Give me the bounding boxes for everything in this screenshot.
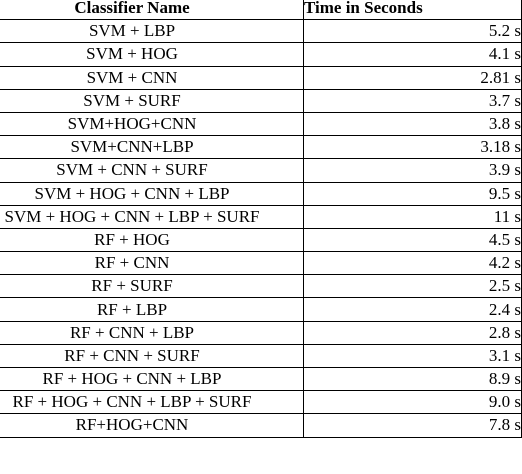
time-cell: 8.9 s — [304, 368, 522, 391]
classifier-name-cell: RF + CNN + LBP — [0, 321, 304, 344]
table-row — [0, 275, 522, 298]
table-row — [0, 136, 522, 159]
table-row — [0, 414, 522, 437]
time-cell: 2.81 s — [304, 66, 522, 89]
table-row — [0, 205, 522, 228]
classifier-name-cell: RF + SURF — [0, 275, 304, 298]
table-row — [0, 228, 522, 251]
table-row — [0, 43, 522, 66]
classifier-name-cell: RF+HOG+CNN — [0, 414, 304, 437]
classifier-name-cell: RF + CNN — [0, 252, 304, 275]
time-cell: 11 s — [304, 205, 522, 228]
time-cell: 3.1 s — [304, 344, 522, 367]
time-cell: 3.8 s — [304, 112, 522, 135]
table-row — [0, 182, 522, 205]
table-body — [0, 20, 522, 437]
time-cell: 3.7 s — [304, 89, 522, 112]
classifier-name-cell: SVM + HOG — [0, 43, 304, 66]
classifier-name-cell: RF + HOG — [0, 228, 304, 251]
time-cell: 2.4 s — [304, 298, 522, 321]
table-row — [0, 112, 522, 135]
table-row — [0, 159, 522, 182]
time-cell: 9.0 s — [304, 391, 522, 414]
table-row — [0, 66, 522, 89]
classifier-name-cell: SVM + LBP — [0, 20, 304, 43]
time-cell: 4.2 s — [304, 252, 522, 275]
time-cell: 4.1 s — [304, 43, 522, 66]
classifier-name-cell: RF + CNN + SURF — [0, 344, 304, 367]
classifier-name-cell: SVM + CNN + SURF — [0, 159, 304, 182]
time-cell: 3.9 s — [304, 159, 522, 182]
time-cell: 4.5 s — [304, 228, 522, 251]
table-row — [0, 252, 522, 275]
time-cell: 2.8 s — [304, 321, 522, 344]
time-cell: 3.18 s — [304, 136, 522, 159]
header-classifier-name: Classifier Name — [0, 0, 304, 20]
table-row — [0, 298, 522, 321]
table-row — [0, 391, 522, 414]
classifier-name-cell: SVM+CNN+LBP — [0, 136, 304, 159]
table-row — [0, 368, 522, 391]
header-row — [0, 0, 522, 20]
table-row — [0, 344, 522, 367]
time-cell: 5.2 s — [304, 20, 522, 43]
classifier-name-cell: SVM + SURF — [0, 89, 304, 112]
classifier-name-cell: RF + HOG + CNN + LBP + SURF — [0, 391, 304, 414]
table-row — [0, 89, 522, 112]
header-time-in-seconds: Time in Seconds — [304, 0, 522, 20]
classifier-name-cell: SVM + HOG + CNN + LBP — [0, 182, 304, 205]
classifier-name-cell: RF + LBP — [0, 298, 304, 321]
classifier-name-cell: SVM + HOG + CNN + LBP + SURF — [0, 205, 304, 228]
time-cell: 2.5 s — [304, 275, 522, 298]
classifier-name-cell: RF + HOG + CNN + LBP — [0, 368, 304, 391]
classifier-name-cell: SVM+HOG+CNN — [0, 112, 304, 135]
table-row — [0, 321, 522, 344]
time-cell: 9.5 s — [304, 182, 522, 205]
table-row — [0, 20, 522, 43]
classifier-name-cell: SVM + CNN — [0, 66, 304, 89]
time-cell: 7.8 s — [304, 414, 522, 437]
